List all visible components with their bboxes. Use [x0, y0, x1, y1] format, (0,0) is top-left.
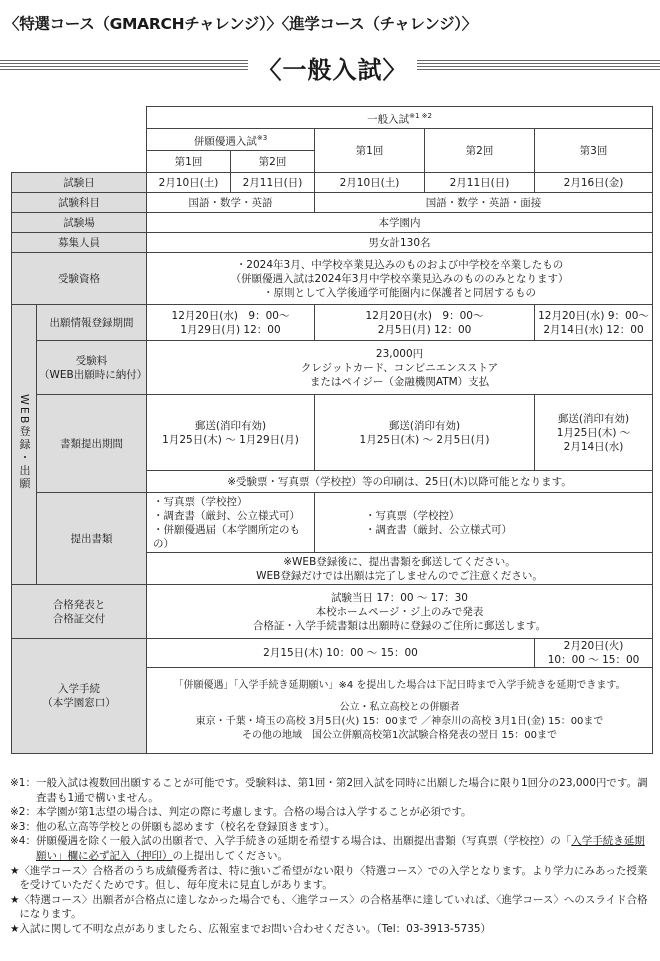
results-cell	[147, 585, 653, 639]
text-line: ・写真票（学校控）	[365, 509, 460, 522]
row-label: 募集人員	[12, 233, 147, 253]
text-line: ・調査書（厳封、公立様式可）	[153, 509, 300, 522]
text-line: 試験当日 17：00 ～ 17：30	[331, 591, 468, 604]
text-line: 1月25日(木) ～	[556, 426, 631, 439]
cell-value: 2月10日(土)	[147, 173, 231, 193]
row-label: 試験場	[12, 213, 147, 233]
text-line: 郵送(消印有効)	[194, 419, 267, 432]
text-line: 10：00 ～ 15：00	[547, 654, 640, 666]
row-capacity	[12, 233, 653, 253]
note-cell: ※受験票・写真票（学校控）等の印刷は、25日(木)以降可能となります。	[147, 471, 653, 493]
exam-schedule-table	[11, 106, 653, 754]
cell-value: 男女計130名	[147, 233, 653, 253]
text-line: 1月29日(月) 12：00	[180, 323, 281, 336]
text-line: WEB登録だけでは出願は完了しませんのでご注意ください。	[256, 569, 543, 582]
documents-heigan-cell	[147, 493, 315, 553]
text-line: 12月20日(水) 9：00～	[365, 309, 484, 322]
row-results	[12, 585, 653, 639]
text-line: その他の地域 国公立併願高校第1次試験合格発表の翌日 15：00まで	[242, 729, 558, 741]
row-label: 出願情報登録期間	[37, 305, 147, 341]
registration-cell	[535, 305, 653, 341]
row-exam-date	[12, 173, 653, 193]
row-eligibility	[12, 253, 653, 305]
text-line: 12月20日(水) 9：00～	[171, 309, 290, 322]
web-section-label: WEB登録・出願	[12, 305, 37, 585]
cell-value: 2月11日(日)	[425, 173, 535, 193]
documents-period-cell	[315, 395, 535, 471]
text-line: 「併願優遇」「入学手続き延期願い」※4 を提出した場合は下記日時まで入学手続きを延期できます。	[173, 679, 626, 691]
cell-value: 2月16日(金)	[535, 173, 653, 193]
text-line: 1月25日(木) ～ 1月29日(月)	[162, 433, 299, 446]
text-line: 郵送(消印有効)	[388, 419, 461, 432]
course-heading: 〈特選コース（GMARCHチャレンジ）〉〈進学コース（チャレンジ）〉	[4, 15, 477, 33]
row-label: 試験科目	[12, 193, 147, 213]
cell-value: 2月10日(土)	[315, 173, 425, 193]
text-line: 2月14日(水) 12：00	[543, 323, 644, 336]
general-exam-header: 一般入試$^{※1 ※2}$	[147, 107, 653, 129]
row-subjects	[12, 193, 653, 213]
text-line: 23,000円	[375, 347, 424, 360]
heigan-exam-header: 併願優遇入試$^{※3}$	[147, 129, 315, 151]
row-documents	[12, 493, 653, 553]
footnote: ※2： 本学園が第1志望の場合は、判定の際に考慮します。合格の場合は入学することが必須です。	[10, 806, 472, 819]
round-header: 第2回	[425, 129, 535, 173]
page-title: 〈一般入試〉	[257, 56, 408, 84]
cell-value: 本学園内	[147, 213, 653, 233]
eligibility-line: ・原則として入学後通学可能圏内に保護者と同居するもの	[263, 286, 537, 299]
footnote: ★ 〈特選コース〉出願者が合格点に達しなかった場合でも、〈進学コース〉の合格基準に達していれば、〈進学コース〉へのスライド合格になります。	[10, 893, 648, 921]
title-row	[0, 50, 660, 86]
header-row-general	[12, 107, 653, 129]
underlined-text: 入学手続き延期願い」欄に必ず記入（押印）	[35, 835, 645, 862]
text-line: ※WEB登録後に、提出書類を郵送してください。	[283, 555, 516, 568]
row-documents-period	[12, 395, 653, 471]
footnote: ★ 入試に関して不明な点がありましたら、広報室までお問い合わせください。（Tel：03-3913-5735）	[10, 922, 492, 935]
text-line: クレジットカード、コンビニエンスストア	[300, 361, 499, 374]
text-line: 郵送(消印有効)	[557, 412, 630, 425]
row-label: 提出書類	[37, 493, 147, 585]
footnote: ※4： 併願優遇を除く一般入試の出願者で、入学手続きの延期を希望する場合は、出願提出書類（写真票（学校控）の「入学手続き延期願い」欄に必ず記入（押印）の上提出してください。	[10, 835, 645, 862]
round-header: 第1回	[147, 151, 231, 173]
eligibility-cell	[147, 253, 653, 305]
row-label: 合格発表と 合格証交付	[12, 585, 147, 639]
row-venue	[12, 213, 653, 233]
row-label: 書類提出期間	[37, 395, 147, 493]
eligibility-line: ・2024年3月、中学校卒業見込みのものおよび中学校を卒業したもの	[235, 258, 564, 271]
footnote: ※3： 他の私立高等学校との併願も認めます（校名を登録頂きます）。	[10, 820, 336, 833]
fee-cell	[147, 341, 653, 395]
round-header: 第2回	[231, 151, 315, 173]
registration-cell	[315, 305, 535, 341]
documents-period-cell	[147, 395, 315, 471]
text-line: 2月5日(月) 12：00	[377, 323, 472, 336]
cell-value: 国語・数学・英語・面接	[315, 193, 653, 213]
row-admission-dates	[12, 639, 653, 668]
row-registration	[12, 305, 653, 341]
cell-value: 2月11日(日)	[231, 173, 315, 193]
documents-general-cell	[315, 493, 653, 553]
documents-period-cell	[535, 395, 653, 471]
registration-cell	[147, 305, 315, 341]
text-line: 12月20日(水) 9：00～	[538, 309, 649, 322]
text-line: またはペイジー（金融機関ATM）支払	[309, 375, 490, 388]
text-line: 本校ホームページ・ジ上のみで発表	[315, 605, 484, 618]
row-label: 受験資格	[12, 253, 147, 305]
row-label: 試験日	[12, 173, 147, 193]
row-label: 入学手続 （本学園窓口）	[12, 639, 147, 754]
text-line: ・写真票（学校控）	[153, 495, 248, 508]
text-line: ・調査書（厳封、公立様式可）	[365, 523, 512, 536]
footnote: ★ 〈進学コース〉合格者のうち成績優秀者は、特に強いご希望がない限り〈特選コース〉での入学となります。より学力にみあった授業を受けていただくためです。但し、毎年度未に見直しがあります。	[10, 864, 648, 892]
cell-value: 国語・数学・英語	[147, 193, 315, 213]
admission-details-cell	[147, 668, 653, 754]
text-line: 合格証・入学手続書類は出願時に登録のご住所に郵送します。	[252, 619, 547, 632]
title-stripes-right	[417, 60, 660, 72]
text-line: 東京・千葉・埼玉の高校 3月5日(火) 15：00まで ／神奈川の高校 3月1日(金) 15：00まで	[195, 715, 604, 727]
row-fee	[12, 341, 653, 395]
row-label: 受験料 （WEB出願時に納付）	[37, 341, 147, 395]
text-line: 公立・私立高校との併願者	[339, 701, 460, 713]
eligibility-line: （併願優遇入試は2024年3月中学校卒業見込みのもののみとなります）	[230, 272, 569, 285]
header-blank	[12, 107, 147, 173]
text-line: 2月14日(水)	[563, 440, 624, 453]
title-stripes-left	[0, 60, 248, 72]
footnote: ※1： 一般入試は複数回出願することが可能です。受験料は、第1回・第2回入試を同時に出願した場合に限り1回分の23,000円です。調査書も1通で構いません。	[10, 777, 648, 804]
note-cell	[147, 553, 653, 585]
admission-date-cell	[535, 639, 653, 668]
round-header: 第3回	[535, 129, 653, 173]
footnotes	[10, 776, 650, 937]
text-line: 2月20日(火)	[563, 640, 624, 652]
text-line: 1月25日(木) ～ 2月5日(月)	[359, 433, 490, 446]
round-header: 第1回	[315, 129, 425, 173]
text-line: ・併願優遇届（本学園所定のもの）	[153, 523, 300, 550]
admission-date-cell: 2月15日(木) 10：00 ～ 15：00	[147, 639, 535, 668]
